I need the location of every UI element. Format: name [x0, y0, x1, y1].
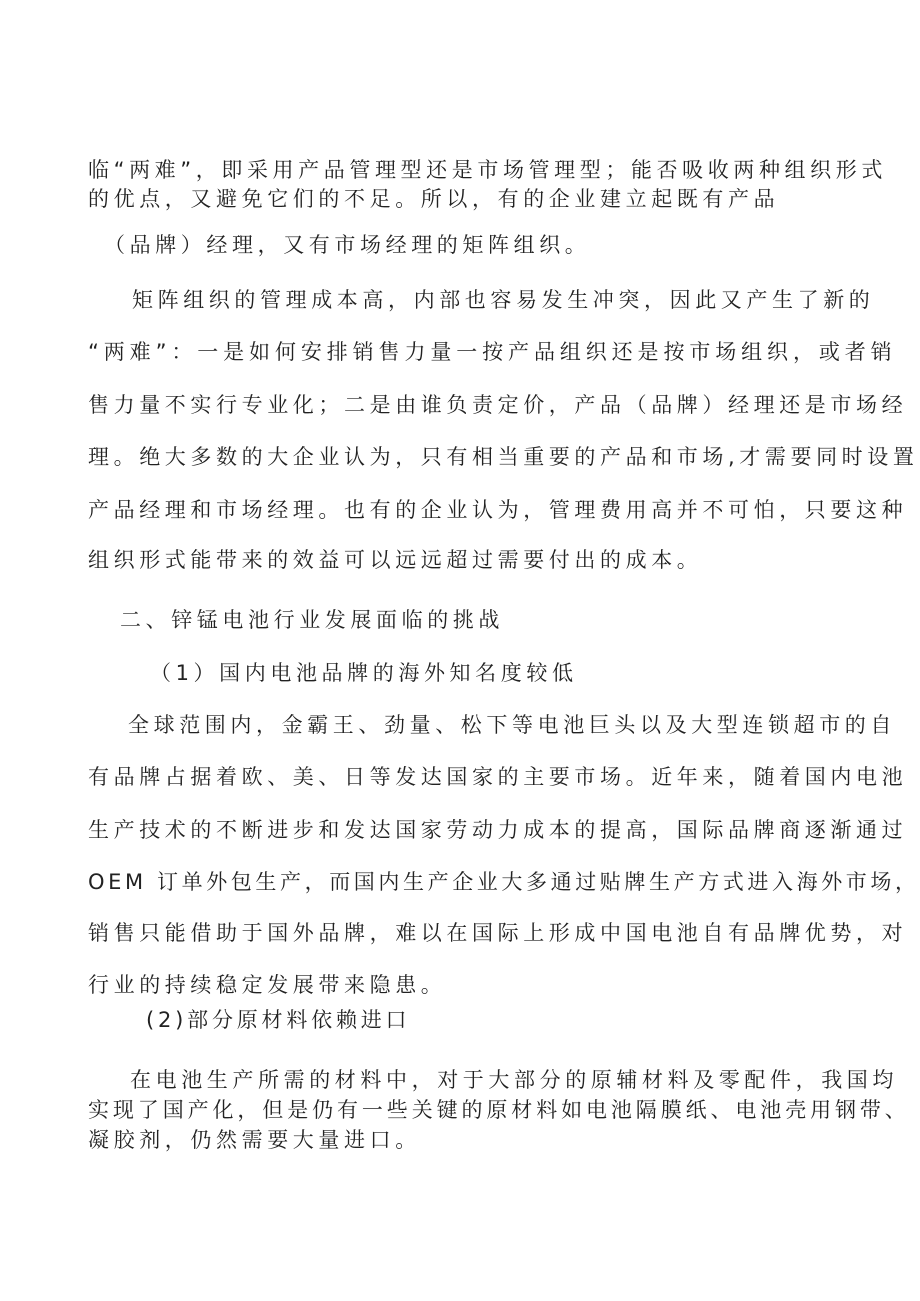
paragraph-2-line-1: 矩阵组织的管理成本高，内部也容易发生冲突，因此又产生了新的: [132, 288, 875, 312]
paragraph-3-line-1: 全球范围内，金霸王、劲量、松下等电池巨头以及大型连锁超市的自: [128, 713, 896, 737]
paragraph-2-line-3: 售力量不实行专业化；二是由谁负责定价，产品（品牌）经理还是市场经: [88, 393, 908, 417]
subheading-2: (2)部分原材料依赖进口: [146, 1008, 411, 1032]
paragraph-1-line-1: 临“两难”，即采用产品管理型还是市场管理型；能否吸收两种组织形式: [88, 158, 887, 182]
paragraph-2-line-2: “两难”：一是如何安排销售力量一按产品组织还是按市场组织，或者销: [88, 340, 897, 364]
paragraph-1-line-2: 的优点，又避免它们的不足。所以，有的企业建立起既有产品: [88, 187, 780, 211]
paragraph-4-line-1: 在电池生产所需的材料中，对于大部分的原辅材料及零配件，我国均: [130, 1068, 898, 1092]
paragraph-2-line-6: 组织形式能带来的效益可以远远超过需要付出的成本。: [88, 548, 703, 572]
paragraph-3-line-3: 生产技术的不断进步和发达国家劳动力成本的提高，国际品牌商逐渐通过: [88, 818, 908, 842]
section-heading: 二、锌锰电池行业发展面临的挑战: [120, 608, 504, 632]
paragraph-1-line-3: （品牌）经理，又有市场经理的矩阵组织。: [104, 233, 591, 257]
paragraph-3-line-4: OEM 订单外包生产，而国内生产企业大多通过贴牌生产方式进入海外市场，: [88, 870, 920, 894]
paragraph-2-line-4: 理。绝大多数的大企业认为，只有相当重要的产品和市场,才需要同时设置: [88, 445, 919, 469]
paragraph-3-line-6: 行业的持续稳定发展带来隐患。: [88, 973, 447, 997]
paragraph-3-line-2: 有品牌占据着欧、美、日等发达国家的主要市场。近年来，随着国内电池: [88, 765, 908, 789]
paragraph-2-line-5: 产品经理和市场经理。也有的企业认为，管理费用高并不可怕，只要这种: [88, 498, 908, 522]
paragraph-4-line-2: 实现了国产化，但是仍有一些关键的原材料如电池隔膜纸、电池壳用钢带、: [88, 1098, 910, 1122]
paragraph-3-line-5: 销售只能借助于国外品牌，难以在国际上形成中国电池自有品牌优势，对: [88, 921, 908, 945]
paragraph-4-line-3: 凝胶剂，仍然需要大量进口。: [88, 1128, 421, 1152]
subheading-1: （1）国内电池品牌的海外知名度较低: [150, 661, 578, 685]
